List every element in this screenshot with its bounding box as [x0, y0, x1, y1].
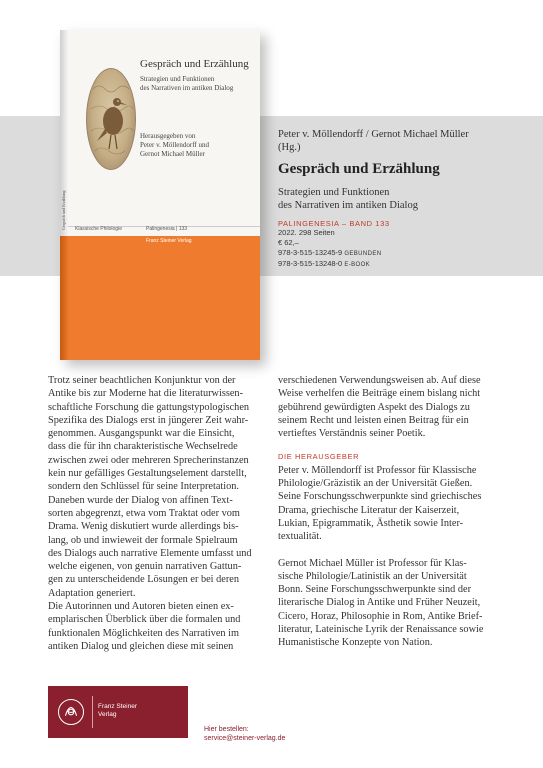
text-line: Philologie/Gräzistik an der Universität Gießen.	[278, 478, 473, 490]
text-line: Humanistische Konzepte von Nation.	[278, 637, 433, 649]
cover-editors-line: Herausgegeben von	[140, 132, 196, 140]
text-line: literarische Dialog in Antike und Früher Neuzeit,	[278, 597, 481, 609]
text-line: Drama, griechische Literatur der Kaiserzeit,	[278, 504, 460, 516]
isbn-print: 978-3-515-13245-9	[278, 248, 343, 257]
text-line: Antike bis zur Moderne hat die literaturwissen-	[48, 388, 244, 400]
cover-series-left: Klassische Philologie	[75, 226, 122, 232]
order-email-link[interactable]: service@steiner-verlag.de	[204, 735, 286, 742]
publisher-logo-icon	[58, 699, 84, 725]
subtitle-line: des Narrativen im antiken Dialog	[278, 200, 418, 211]
text-line: welche eigenen, von genuin narrativen Gattun-	[48, 561, 242, 573]
text-line: Lukian, Epigrammatik, Ästhetik sowie Inter-	[278, 517, 464, 529]
text-line: genommen. Ausgangspunkt war die Einsicht,	[48, 428, 235, 440]
cover-subtitle-line: des Narrativen im antiken Dialog	[140, 84, 234, 92]
price: € 62,–	[278, 238, 299, 247]
text-line: seinem Recht und leisten einen Beitrag für ein	[278, 414, 469, 426]
spine-title: Gespräch und Erzählung	[61, 190, 66, 230]
text-line: Adaptation generiert.	[48, 587, 136, 599]
subtitle-line: Strategien und Funktionen	[278, 187, 390, 198]
book-meta	[278, 128, 528, 270]
bird-icon	[87, 69, 135, 169]
publisher-name-line: Verlag	[98, 711, 117, 718]
text-line: Peter v. Möllendorff ist Professor für Klassische	[278, 464, 477, 476]
text-line: Seine Forschungsschwerpunkte sind griechisches	[278, 491, 482, 503]
cover-bird-illustration	[86, 68, 136, 170]
book-title: Gespräch und Erzählung	[278, 161, 440, 177]
isbn-ebook-row	[278, 259, 528, 270]
text-line: sorten abgegrenzt, etwa vom Traktat oder vom	[48, 507, 240, 519]
order-label: Hier bestellen:	[204, 726, 249, 733]
text-line: Bonn. Seine Forschungsschwerpunkte sind der	[278, 584, 472, 596]
text-line: emplarischen Überblick über die formalen und	[48, 614, 241, 626]
isbn-ebook-label: E-BOOK	[344, 262, 371, 268]
text-line: Daneben wurde der Dialog von affinen Text-	[48, 494, 233, 506]
book-subtitle	[278, 186, 528, 212]
text-line: funktionalen Möglichkeiten des Narrativen im	[48, 627, 240, 639]
cover-series-right: Palingenesia | 133	[146, 226, 188, 232]
text-line: sondern den Schlüssel für seine Interpretation.	[48, 481, 240, 493]
text-line: Cicero, Horaz, Philosophie in Rom, Antike Brief-	[278, 610, 483, 622]
text-line: Drama. Wenig diskutiert wurde allerdings bis-	[48, 521, 239, 533]
book-specs	[278, 228, 528, 270]
publisher-emblem-icon	[59, 700, 83, 724]
publisher-name-line: Franz Steiner	[98, 703, 138, 710]
text-line: antiken Dialog und gleichen diese mit seinen	[48, 640, 234, 652]
editors-heading: DIE HERAUSGEBER	[278, 452, 360, 462]
text-line: sische Philologie/Latinistik an der Universität	[278, 570, 467, 582]
cover-publisher: Franz Steiner Verlag	[146, 238, 192, 244]
authors-line: (Hg.)	[278, 142, 301, 153]
authors-line: Peter v. Möllendorff / Gernot Michael Müller	[278, 129, 469, 140]
text-line: schaftliche Forschung die gattungstypologischen	[48, 401, 250, 413]
cover-subtitle	[140, 75, 258, 93]
text-line: kein nur gefälliges Gestaltungselement darstellt,	[48, 468, 247, 480]
cover-editors	[140, 132, 258, 159]
cover-editors-line: Peter v. Möllendorff und	[140, 141, 210, 149]
text-line: dass die für ihn charakteristische Wechselrede	[48, 441, 238, 453]
text-line: lang, ob und inwieweit der formale Spielraum	[48, 534, 238, 546]
text-line: gebührend gewürdigten Aspekt des Dialogs zu	[278, 401, 470, 413]
book-spine-orange	[60, 236, 68, 360]
description-column-right	[278, 374, 502, 650]
text-line: vertieftes Verständnis seiner Poetik.	[278, 428, 426, 440]
book-authors	[278, 128, 528, 154]
text-line: Weise verhelfen die Beiträge einem bislang nicht	[278, 388, 481, 400]
isbn-ebook: 978-3-515-13248-0	[278, 259, 343, 268]
order-info	[204, 725, 285, 743]
book-cover-orange-panel	[68, 236, 260, 360]
text-line: zwischen zwei oder mehreren Sprecherinstanzen	[48, 454, 249, 466]
text-line: verschiedenen Verwendungsweisen ab. Auf diese	[278, 375, 481, 386]
cover-title: Gespräch und Erzählung	[140, 58, 249, 70]
year-pages: 2022. 298 Seiten	[278, 228, 335, 237]
text-line: textualität.	[278, 531, 322, 543]
text-line: Spezifika des Dialogs erst in jüngerer Zeit wahr-	[48, 414, 249, 426]
text-line: Die Autorinnen und Autoren bieten einen ex-	[48, 601, 234, 613]
text-line: Gernot Michael Müller ist Professor für Klas-	[278, 557, 467, 569]
paragraph-gap	[278, 544, 502, 557]
text-line: Trotz seiner beachtlichen Konjunktur von der	[48, 375, 236, 386]
text-line: literatur, Lateinische Lyrik der Renaissance sowie	[278, 624, 484, 636]
isbn-print-label: GEBUNDEN	[344, 251, 382, 257]
isbn-print-row	[278, 248, 528, 259]
cover-editors-line: Gernot Michael Müller	[140, 150, 205, 158]
footer-divider	[92, 696, 93, 728]
publisher-name	[98, 703, 137, 719]
series-label: PALINGENESIA – BAND 133	[278, 219, 390, 228]
text-line: des Dialogs auch narrative Elemente umfasst und	[48, 547, 252, 559]
description-column-left	[48, 374, 266, 653]
text-line: gen zu unterscheidende Lösungen er bei deren	[48, 574, 239, 586]
cover-subtitle-line: Strategien und Funktionen	[140, 75, 215, 83]
